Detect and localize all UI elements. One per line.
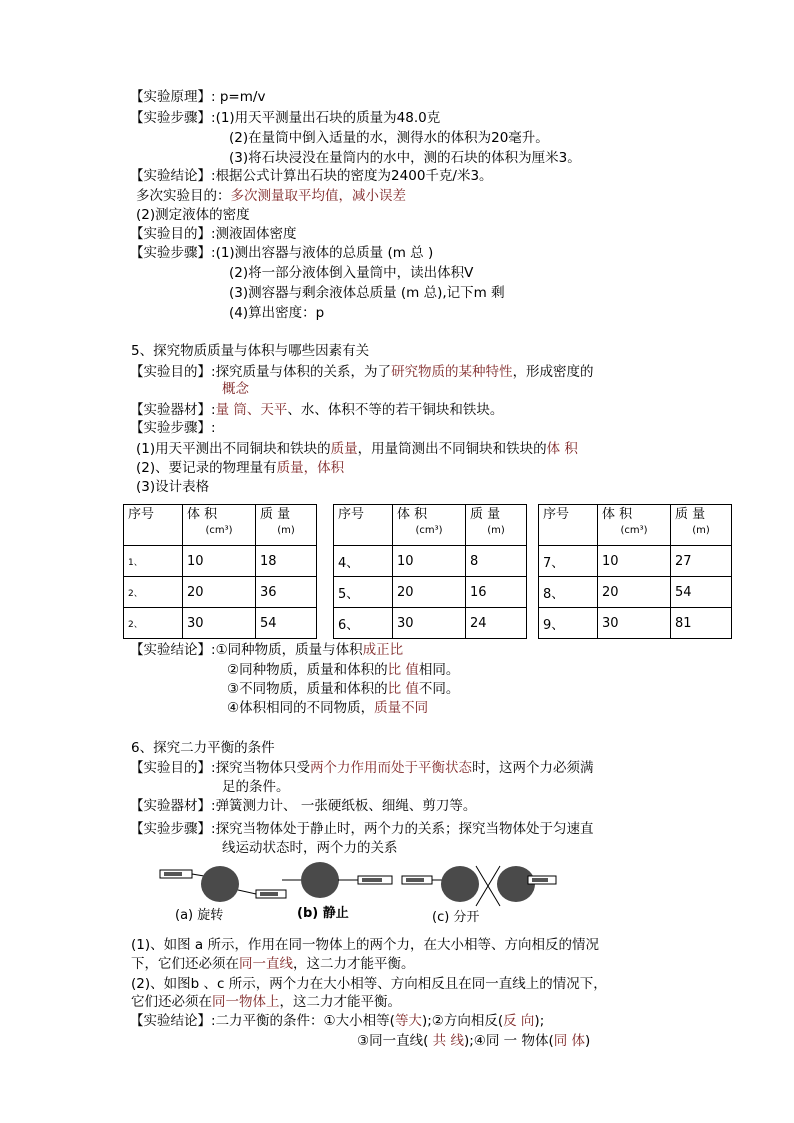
data-table-2 [333,504,527,639]
cell-mass: 54 [256,608,317,639]
goal-text: ，形成密度的 [512,364,594,380]
cell-no: 2、 [124,577,183,608]
data-table-3 [538,504,732,639]
tag: 【实验器材】: [130,402,216,418]
header-mass [671,505,732,546]
conclusion-line [357,1032,590,1050]
header-vol-label: 体 积 [187,507,218,522]
conclusion-text: ) [585,1033,591,1049]
equip-line [130,401,503,419]
multi-line [136,187,406,205]
step-text: (2)在量筒中倒入适量的水，测得水的体积为20毫升。 [229,130,549,146]
step-text: (2)、要记录的物理量有 [136,460,277,476]
section-title: 5、探究物质质量与体积与哪些因素有关 [131,343,370,359]
header-no: 序号 [539,505,598,546]
conclusion-text: ②同种物质，质量和体积的 [227,662,388,678]
figure-c-separate [402,866,556,906]
header-mass-unit: (m) [692,525,710,536]
step-text: (1)用天平测出不同铜块和铁块的 [136,441,331,457]
paragraph-text: 下，它们还必须在 [131,956,239,972]
cell-vol: 10 [598,546,671,577]
paragraph-line [131,955,415,973]
paragraph-text: 它们还必须在 [131,994,212,1010]
conclusion-text: ); [534,1013,545,1029]
goal-text: 时，这两个力必须满 [472,760,594,776]
figure-a-label: (a) 旋转 [175,908,224,923]
step-text: (3)将石块浸没在量筒内的水中，测的石块的体积为厘米3。 [229,150,581,166]
header-no: 序号 [124,505,183,546]
cell-no: 2、 [124,608,183,639]
header-mass-label: 质 量 [675,507,706,522]
table-row [539,577,732,608]
cell-mass: 18 [256,546,317,577]
header-vol [393,505,466,546]
header-vol-unit: (cm³) [415,525,443,536]
header-mass-unit: (m) [487,525,505,536]
tag: 【实验目的】: [130,226,216,242]
tag: 【实验原理】: [130,89,216,105]
conclusion-highlight: 反 向 [503,1013,535,1029]
cell-vol: 30 [598,608,671,639]
steps-line-1 [130,109,440,127]
cell-no: 6、 [334,608,393,639]
conclusion-highlight: 成正比 [362,642,404,658]
step-text: (3)测容器与剩余液体总质量 (m 总),记下m 剩 [229,285,505,301]
tag: 【实验结论】: [130,1013,216,1029]
step-text: (1)测出容器与液体的总质量 (m 总 ) [215,245,434,261]
step-highlight: 质量 [330,441,358,457]
figure-a-rotate [160,866,286,902]
steps-line [130,820,594,838]
header-mass-label: 质 量 [260,507,291,522]
conclusion-line [130,1012,544,1030]
table-row [334,577,527,608]
conclusion-text: );②方向相反( [421,1013,504,1029]
table-row [539,608,732,639]
equip-line [130,797,476,815]
table-header [334,505,527,546]
step-text: ，用量筒测出不同铜块和铁块的 [357,441,547,457]
cell-no: 8、 [539,577,598,608]
equip-text: 弹簧测力计、 一张硬纸板、细绳、剪刀等。 [215,798,477,814]
conclusion-text: 相同。 [418,662,460,678]
conclusion-line [227,661,459,679]
paragraph-highlight: 同一直线 [239,956,293,972]
conclusion-text: ①同种物质，质量与体积 [215,642,363,658]
multi-text: 多次测量取平均值，减小误差 [230,188,406,204]
equip-text: 、水、体积不等的若干铜块和铁块。 [287,402,504,418]
cell-no: 9、 [539,608,598,639]
paragraph-highlight: 同一物体上 [212,994,280,1010]
step-line [136,440,578,458]
goal-text: 测液固体密度 [215,226,297,242]
goal-highlight: 研究物质的某种特性 [391,364,513,380]
paragraph-text: (1)、如图 a 所示，作用在同一物体上的两个力，在大小相等、方向相反的情况 [131,937,599,953]
conclusion-text: 二力平衡的条件：①大小相等( [215,1013,395,1029]
conclusion-line [130,641,403,659]
tag: 【实验结论】: [130,642,216,658]
conclusion-line [227,680,459,698]
section-title: 6、探究二力平衡的条件 [131,740,275,756]
step-text: (2)将一部分液体倒入量筒中，读出体积V [229,265,474,281]
conclusion-text: ③不同物质，质量和体积的 [227,681,388,697]
tag: 【实验步骤】: [130,821,216,837]
table-row [539,546,732,577]
conclusion-line [130,167,493,185]
cell-no: 7、 [539,546,598,577]
cell-mass: 81 [671,608,732,639]
cell-mass: 54 [671,577,732,608]
tag: 【实验步骤】: [130,420,216,436]
cell-mass: 27 [671,546,732,577]
equip-highlight: 量 筒、天平 [215,402,288,418]
step-text: 线运动状态时，两个力的关系 [222,840,398,856]
steps-line [130,244,433,262]
header-mass [256,505,317,546]
cell-vol: 20 [183,577,256,608]
section-title: (2)测定液体的密度 [136,207,250,223]
step-highlight: 体 积 [546,441,578,457]
principle-text: p=m/v [219,89,266,105]
goal-line [130,759,594,777]
header-mass-unit: (m) [277,525,295,536]
conclusion-highlight: 等大 [394,1013,422,1029]
cell-no: 4、 [334,546,393,577]
cell-mass: 16 [466,577,527,608]
step-text: (4)算出密度：p [229,305,325,321]
header-vol-unit: (cm³) [620,525,648,536]
cell-vol: 20 [598,577,671,608]
step-highlight: 质量，体积 [276,460,345,476]
conclusion-text: ④体积相同的不同物质， [227,700,375,716]
table-row [124,546,317,577]
header-vol-label: 体 积 [602,507,633,522]
cell-vol: 30 [393,608,466,639]
cell-no: 5、 [334,577,393,608]
cell-vol: 10 [183,546,256,577]
conclusion-highlight: 同 体 [553,1033,586,1049]
tag: 【实验器材】: [130,798,216,814]
goal-highlight: 概念 [222,381,249,397]
multi-prefix: 多次实验目的： [136,188,231,204]
goal-highlight: 两个力作用而处于平衡状态 [310,760,473,776]
table-header [124,505,317,546]
data-table-1 [123,504,317,639]
tag: 【实验步骤】: [130,110,216,126]
header-no: 序号 [334,505,393,546]
step-text: (1)用天平测量出石块的质量为48.0克 [215,110,441,126]
table-row [124,577,317,608]
goal-text: 探究当物体只受 [215,760,311,776]
table-row [334,608,527,639]
goal-line [130,363,594,381]
step-line [136,459,344,477]
cell-vol: 10 [393,546,466,577]
conclusion-highlight: 比 值 [387,681,419,697]
tag: 【实验目的】: [130,760,216,776]
step-text: 探究当物体处于静止时，两个力的关系；探究当物体处于匀速直 [215,821,594,837]
cell-vol: 20 [393,577,466,608]
paragraph-text: (2)、如图b 、c 所示，两个力在大小相等、方向相反且在同一直线上的情况下， [131,976,607,992]
figure-b-still [282,862,392,898]
tag: 【实验目的】: [130,364,216,380]
conclusion-highlight: 质量不同 [374,700,429,716]
table-row [124,608,317,639]
table-row [334,546,527,577]
conclusion-line [227,699,428,717]
conclusion-text: );④同 一 物体( [463,1033,554,1049]
header-vol [598,505,671,546]
conclusion-text: ③同一直线( [357,1033,429,1049]
cell-mass: 36 [256,577,317,608]
header-vol-label: 体 积 [397,507,428,522]
header-vol [183,505,256,546]
goal-line [130,225,297,243]
conclusion-highlight: 共 线 [428,1033,464,1049]
paragraph-text: ，这二力才能平衡。 [293,956,415,972]
conclusion-highlight: 比 值 [387,662,419,678]
principle-line [130,88,265,106]
figure-b-label: (b) 静止 [297,906,349,921]
cell-mass: 8 [466,546,527,577]
figure-c-label: (c) 分开 [432,910,480,925]
tag: 【实验步骤】: [130,245,216,261]
goal-text: 足的条件。 [222,779,290,795]
paragraph-text: ，这二力才能平衡。 [279,994,401,1010]
paragraph-line [131,993,401,1011]
table-header [539,505,732,546]
cell-mass: 24 [466,608,527,639]
cell-vol: 30 [183,608,256,639]
goal-text: 探究质量与体积的关系，为了 [215,364,392,380]
conclusion-text: 不同。 [418,681,460,697]
tag: 【实验结论】: [130,168,216,184]
conclusion-text: 根据公式计算出石块的密度为2400千克/米3。 [215,168,493,184]
header-vol-unit: (cm³) [205,525,233,536]
header-mass-label: 质 量 [470,507,501,522]
step-text: (3)设计表格 [136,479,210,495]
header-mass [466,505,527,546]
cell-no: 1、 [124,546,183,577]
